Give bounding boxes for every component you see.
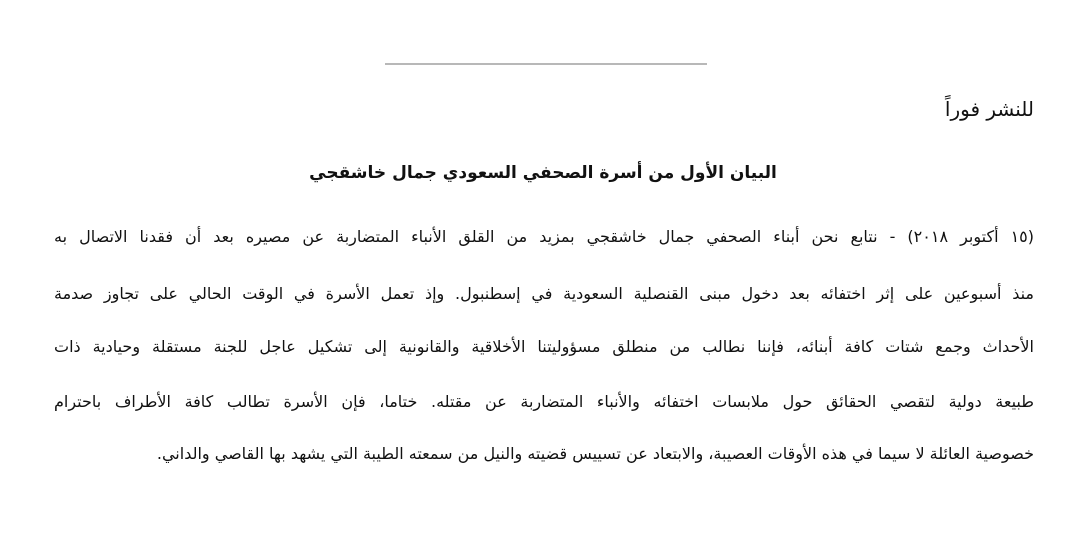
body-line: منذ أسبوعين على إثر اختفائه بعد دخول مبنى القنصلية السعودية في إسطنبول. وإذ تعمل الأسرة في الوقت الحالي على تجاوز صدمة <box>54 284 1034 303</box>
top-divider <box>385 63 707 65</box>
statement-title: البيان الأول من أسرة الصحفي السعودي جمال خاشقجي <box>309 163 777 183</box>
body-line: خصوصية العائلة لا سيما في هذه الأوقات العصيبة، والابتعاد عن تسييس قضيته والنيل من سمعته الطيبة التي يشهد بها القاصي والداني. <box>156 444 1034 463</box>
body-line: (١٥ أكتوبر ٢٠١٨) - نتابع نحن أبناء الصحفي جمال خاشقجي بمزيد من القلق الأنباء المتضاربة عن مصيره بعد أن فقدنا الاتصال به <box>54 227 1034 246</box>
release-label: للنشر فوراً <box>944 97 1034 121</box>
body-line: طبيعة دولية لتقصي الحقائق حول ملابسات اختفائه والأنباء المتضاربة عن مقتله. ختاما، فإن الأسرة تطالب كافة الأطراف باحترام <box>54 392 1034 411</box>
body-line: الأحداث وجمع شتات كافة أبنائه، فإننا نطالب من منطلق مسؤوليتنا الأخلاقية والقانونية إلى تشكيل عاجل للجنة مستقلة وحيادية ذات <box>54 337 1034 356</box>
